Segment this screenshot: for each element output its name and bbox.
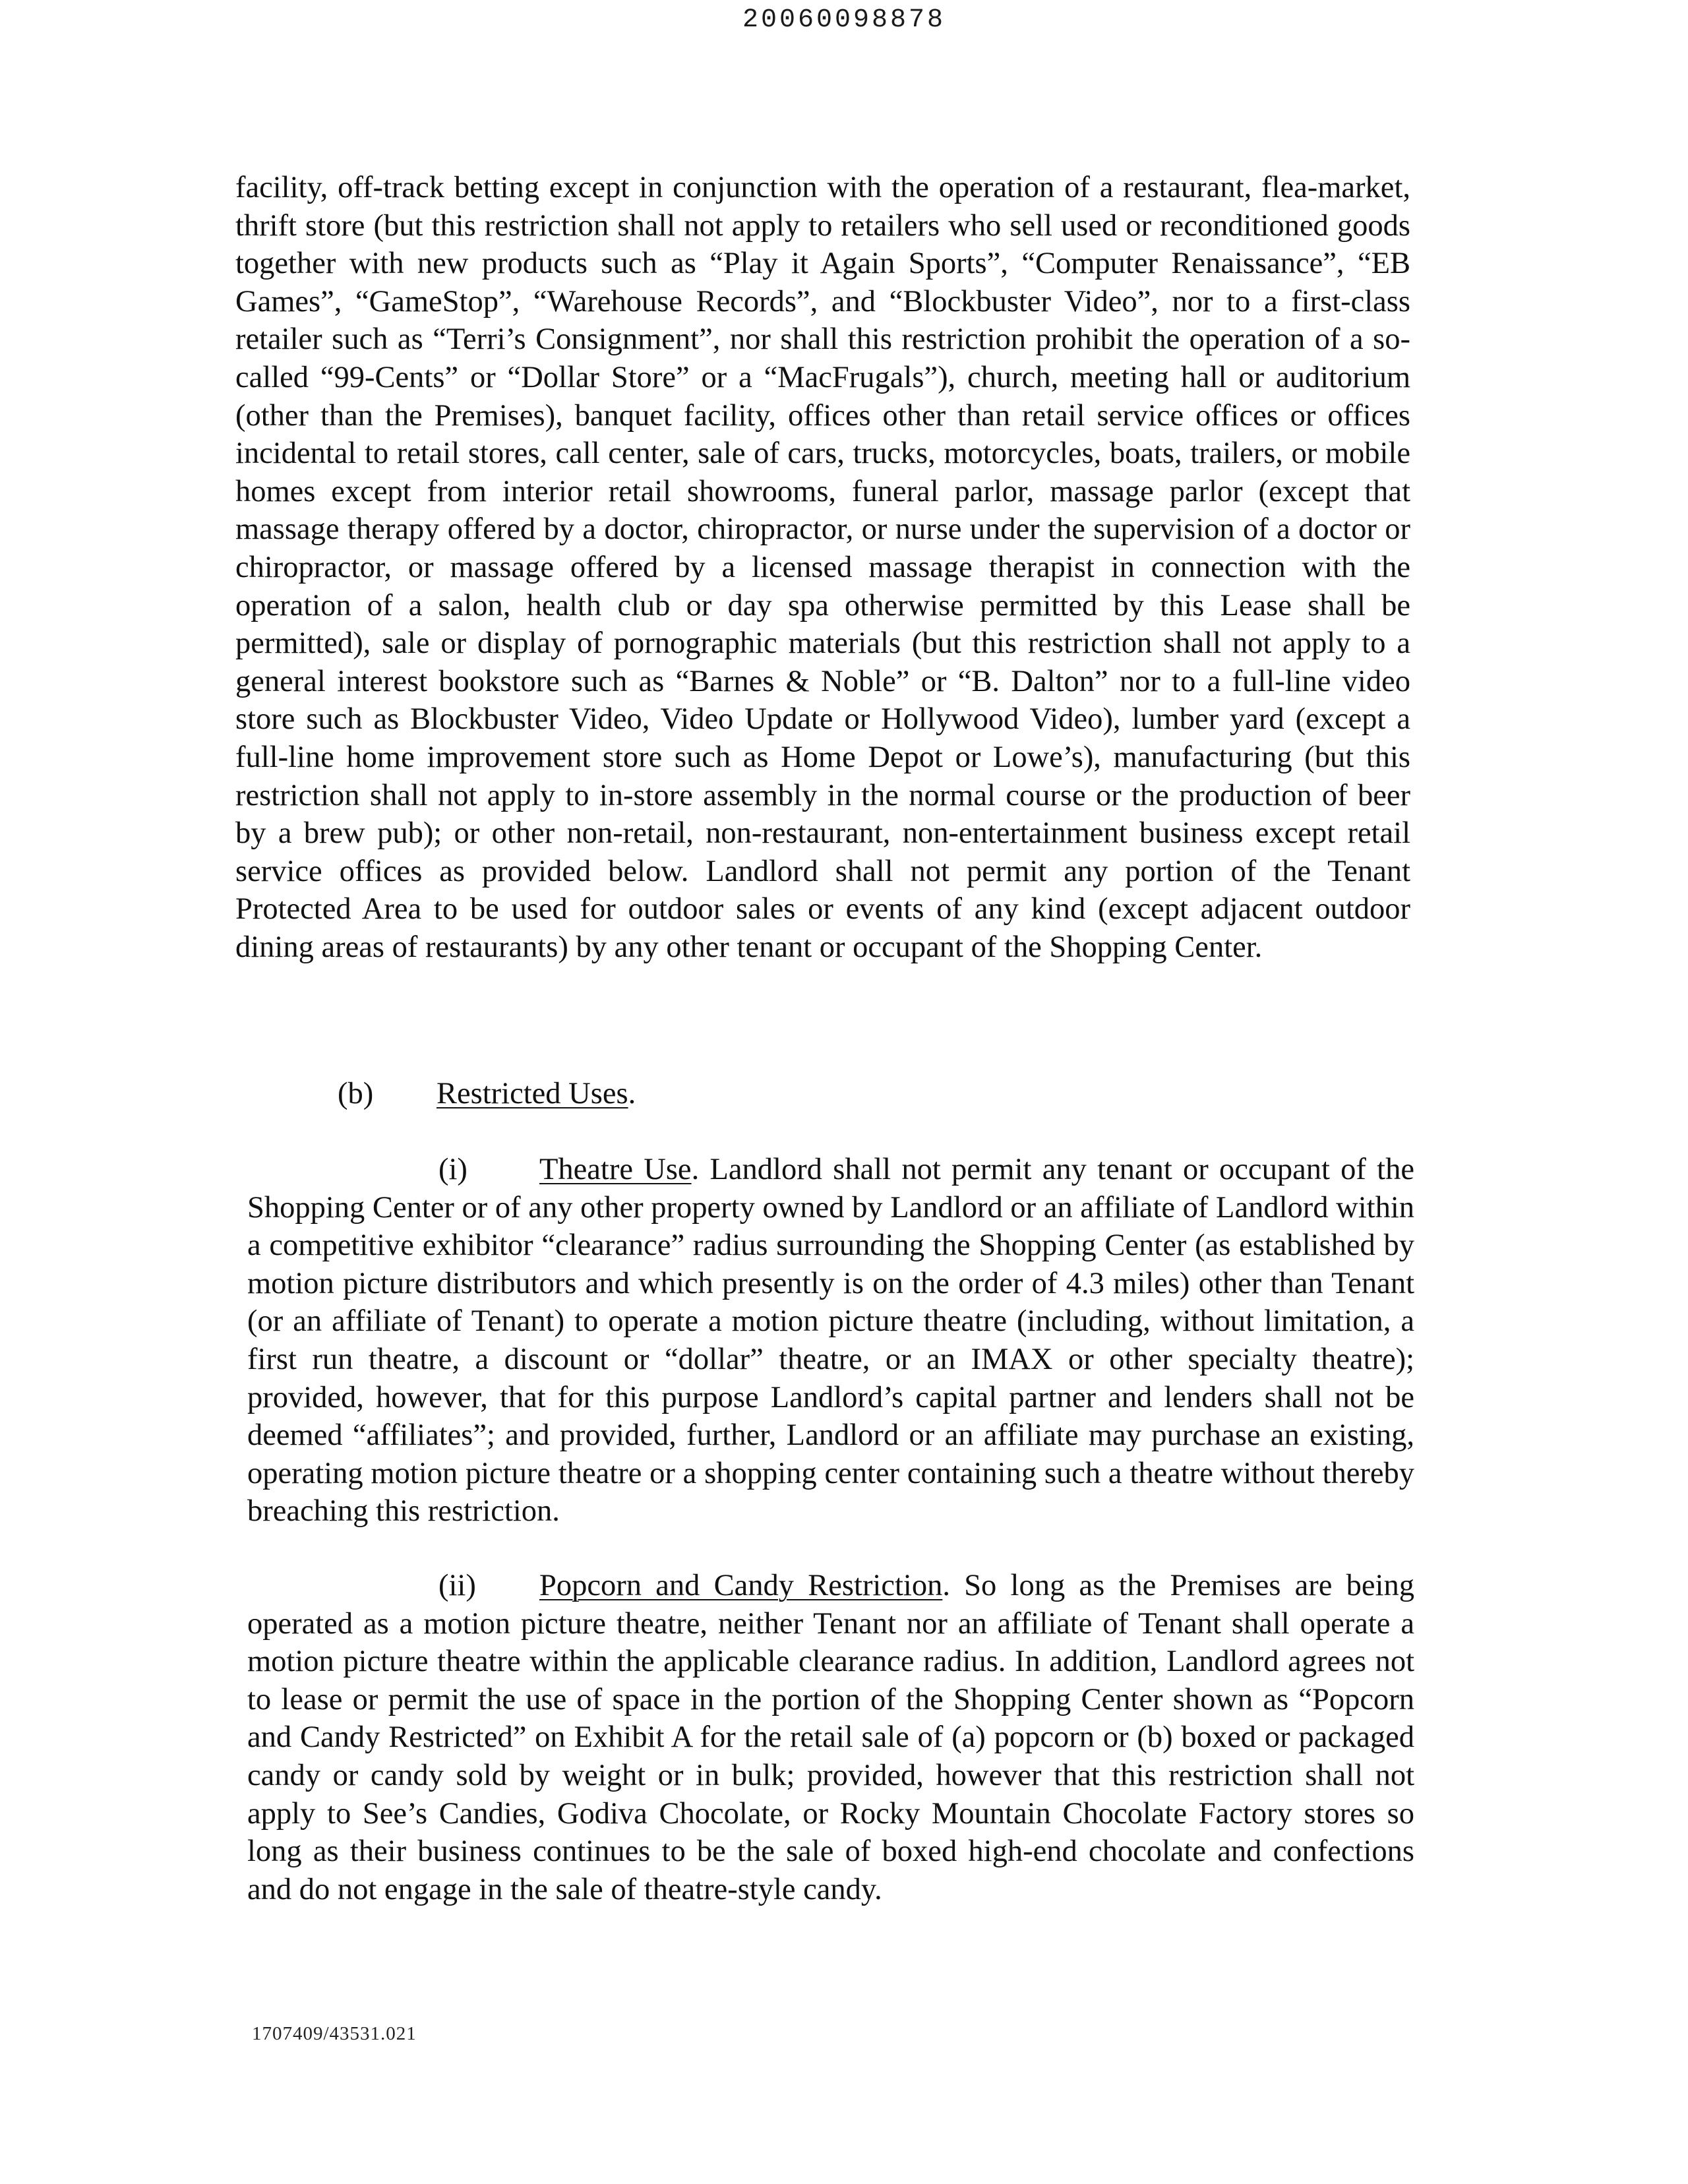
subsection-ii-body: . So long as the Premises are being operated as a motion picture theatre, neither Tenant nor an affiliate of Tenant shall operate a motion picture theatre within the applicable clearance radius. In addition, Landlord agrees not to lease or permit the use of space in the portion of the Shopping Center shown as “Popcorn and Candy Restricted” on Exhibit A for the retail sale of (a) popcorn or (b) boxed or packaged candy or candy sold by weight or in bulk; provided, however that this restriction shall not apply to See’s Candies, Godiva Chocolate, or Rocky Mountain Chocolate Factory stores so long as their business continues to be the sale of boxed high-end chocolate and confections and do not engage in the sale of theatre-style candy. bbox=[247, 1569, 1414, 1906]
subsection-ii-title: Popcorn and Candy Restriction bbox=[539, 1569, 943, 1602]
section-b-title: Restricted Uses bbox=[437, 1077, 628, 1110]
section-b-heading bbox=[338, 1075, 636, 1113]
subsection-ii-paragraph bbox=[247, 1567, 1414, 1908]
subsection-i-paragraph bbox=[247, 1151, 1414, 1531]
subsection-i-label: (i) bbox=[438, 1153, 467, 1186]
subsection-ii-label: (ii) bbox=[438, 1569, 476, 1602]
subsection-i-body: . Landlord shall not permit any tenant or occupant of the Shopping Center or of any other property owned by Landlord or an affiliate of Landlord within a competitive exhibitor “clearance” radius surrounding the Shopping Center (as established by motion picture distributors and which presently is on the order of 4.3 miles) other than Tenant (or an affiliate of Tenant) to operate a motion picture theatre (including, without limitation, a first run theatre, a discount or “dollar” theatre, or an IMAX or other specialty theatre); provided, however, that for this purpose Landlord’s capital partner and lenders shall not be deemed “affiliates”; and provided, further, Landlord or an affiliate may purchase an existing, operating motion picture theatre or a shopping center containing such a theatre without thereby breaching this restriction. bbox=[247, 1153, 1414, 1529]
document-footer-number: 1707409/43531.021 bbox=[252, 2023, 417, 2044]
lease-paragraph-continued: facility, off-track betting except in conjunction with the operation of a restaurant, flea-market, thrift store (but this restriction shall not apply to retailers who sell used or reconditioned goods together with new products such as “Play it Again Sports”, “Computer Renaissance”, “EB Games”, “GameStop”, “Warehouse Records”, and “Blockbuster Video”, nor to a first-class retailer such as “Terri’s Consignment”, nor shall this restriction prohibit the operation of a so-called “99-Cents” or “Dollar Store” or a “MacFrugals”), church, meeting hall or auditorium (other than the Premises), banquet facility, offices other than retail service offices or offices incidental to retail stores, call center, sale of cars, trucks, motorcycles, boats, trailers, or mobile homes except from interior retail showrooms, funeral parlor, massage parlor (except that massage therapy offered by a doctor, chiropractor, or nurse under the supervision of a doctor or chiropractor, or massage offered by a licensed massage therapist in connection with the operation of a salon, health club or day spa otherwise permitted by this Lease shall be permitted), sale or display of pornographic materials (but this restriction shall not apply to a general interest bookstore such as “Barnes & Noble” or “B. Dalton” nor to a full-line video store such as Blockbuster Video, Video Update or Hollywood Video), lumber yard (except a full-line home improvement store such as Home Depot or Lowe’s), manufacturing (but this restriction shall not apply to in-store assembly in the normal course or the production of beer by a brew pub); or other non-retail, non-restaurant, non-entertainment business except retail service offices as provided below. Landlord shall not permit any portion of the Tenant Protected Area to be used for outdoor sales or events of any kind (except adjacent outdoor dining areas of restaurants) by any other tenant or occupant of the Shopping Center. bbox=[235, 171, 1410, 964]
subsection-i-title: Theatre Use bbox=[539, 1153, 692, 1186]
document-header-number: 20060098878 bbox=[742, 5, 946, 35]
section-b-label: (b) bbox=[338, 1077, 374, 1110]
section-b-title-period: . bbox=[628, 1077, 636, 1110]
